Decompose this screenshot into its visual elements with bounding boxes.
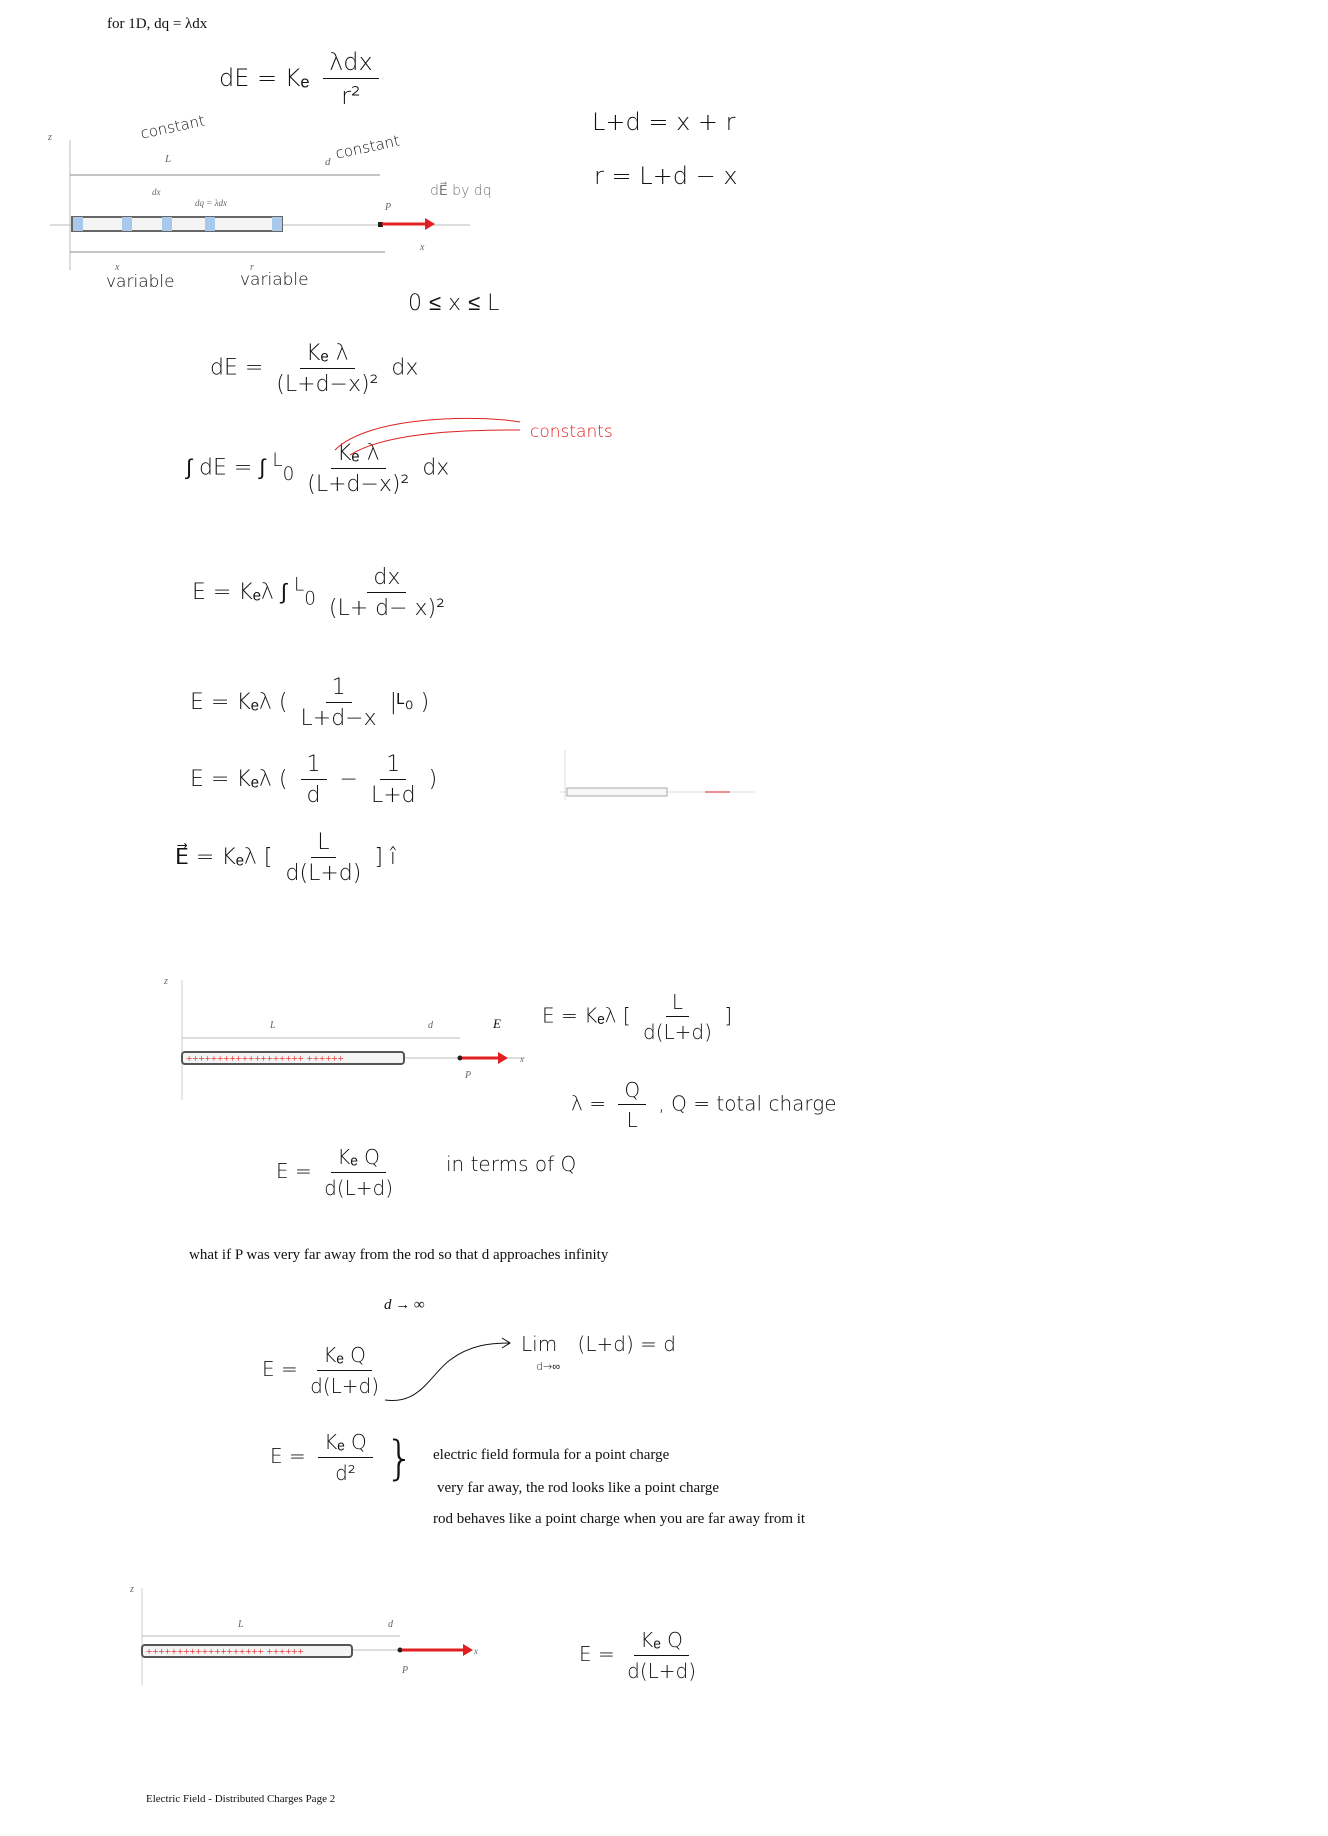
- eq-denominator: L+d−x: [300, 706, 377, 731]
- equation-de-basic: [219, 48, 385, 110]
- eq-denominator: L+d: [370, 783, 416, 808]
- eq-close: ]: [374, 845, 383, 870]
- intro-line: for 1D, dq = λdx: [107, 16, 208, 32]
- eq-numerator: Kₑ λ: [300, 340, 355, 369]
- equation-e-integral: [192, 565, 451, 621]
- eq-close: ]: [724, 1003, 733, 1028]
- eq-numerator: dx: [367, 565, 406, 593]
- constants-note: constants: [530, 422, 613, 442]
- eq-close: ): [428, 767, 438, 792]
- eq-numerator: L: [666, 990, 689, 1017]
- label-dx: dx: [152, 187, 161, 197]
- eq-denominator: d(L+d): [285, 861, 362, 886]
- upper-limit: L: [293, 574, 305, 596]
- lim-expr: (L+d) = d: [577, 1332, 676, 1356]
- limit-expression: [521, 1332, 676, 1356]
- eq-denominator: (L+d−x)²: [276, 372, 379, 397]
- rod-charges: +++++++++++++++++++ ++++++: [146, 1646, 304, 1658]
- eq-numerator: Kₑ Q: [331, 1145, 386, 1173]
- label-L: L: [270, 1020, 276, 1031]
- note-x-variable: variable: [106, 272, 175, 292]
- eq-close: ): [420, 690, 430, 715]
- note-3: rod behaves like a point charge when you are far away from it: [433, 1511, 806, 1527]
- eval-limits: |ᴸ₀: [389, 690, 414, 715]
- label-p: P: [385, 202, 392, 213]
- eq-numerator: Q: [618, 1078, 646, 1105]
- eq-lhs: E = Kₑλ [: [542, 1003, 631, 1028]
- equation-e-q-2: [262, 1343, 385, 1398]
- equation-point-charge: [270, 1430, 414, 1485]
- limit-label: d → ∞: [384, 1297, 425, 1313]
- eq-tail: dx: [391, 355, 419, 381]
- eq-denominator: (L+ d− x)²: [328, 596, 445, 621]
- eq-numerator: Kₑ Q: [634, 1628, 689, 1656]
- unit-vector-i: î: [389, 845, 397, 870]
- eq-lhs: λ =: [571, 1091, 606, 1116]
- eq-denominator: d(L+d): [627, 1659, 697, 1683]
- eq-lhs: dE = Kₑ: [219, 64, 310, 92]
- small-rod-diagram: [555, 740, 775, 820]
- eq-lhs: E =: [262, 1357, 298, 1381]
- eq-numerator: 1: [380, 752, 406, 780]
- total-charge-note: , Q = total charge: [658, 1091, 837, 1116]
- question-text: what if P was very far away from the rod so that d approaches infinity: [189, 1247, 609, 1263]
- label-E: E: [493, 1016, 501, 1031]
- z-label: z: [164, 976, 168, 987]
- eq-lhs: E = Kₑλ ∫: [192, 580, 287, 605]
- eq-lhs: E =: [270, 1444, 306, 1468]
- minus: −: [339, 767, 358, 792]
- note-2: very far away, the rod looks like a point charge: [437, 1480, 719, 1496]
- eq-denominator: d(L+d): [643, 1020, 712, 1044]
- equation-e-vector: [175, 830, 396, 886]
- eq-denominator: d: [306, 783, 321, 808]
- equation-e-lambda: [542, 990, 732, 1044]
- note-d-constant: constant: [333, 131, 402, 163]
- lower-limit: 0: [282, 463, 295, 485]
- eq-denominator: d(L+d): [310, 1374, 380, 1398]
- rod-diagram-3: [130, 1580, 490, 1700]
- label-dq: dq = λdx: [195, 198, 227, 208]
- upper-limit: L: [272, 450, 283, 472]
- eq-numerator: λdx: [323, 48, 379, 79]
- label-L: L: [238, 1619, 244, 1630]
- equation-de-substituted: [210, 340, 418, 397]
- eq-lhs: E = Kₑλ (: [190, 690, 288, 715]
- note-dE: dE⃗ by dq: [430, 183, 492, 199]
- point-p: [458, 1056, 463, 1061]
- label-d: d: [325, 156, 331, 168]
- rod-charges: +++++++++++++++++++ ++++++: [186, 1053, 344, 1065]
- eq-lhs: E =: [579, 1642, 615, 1666]
- label-r: r: [250, 262, 254, 273]
- x-range: 0 ≤ x ≤ L: [408, 291, 500, 316]
- eq-denominator: r²: [341, 82, 361, 110]
- note-L-constant: constant: [138, 111, 207, 143]
- equation-e-q: [276, 1145, 399, 1200]
- eq-numerator: L: [311, 830, 335, 858]
- brace: }: [385, 1430, 415, 1485]
- note-1: electric field formula for a point charge: [433, 1447, 670, 1463]
- eq-denominator: d(L+d): [324, 1176, 394, 1200]
- equation-final: [579, 1628, 702, 1683]
- eq-numerator: Kₑ Q: [317, 1343, 372, 1371]
- eq-numerator: 1: [301, 752, 327, 780]
- eq-lhs: E⃗ = Kₑλ [: [175, 845, 273, 870]
- x-axis-label: x: [420, 242, 425, 253]
- x-axis-label: x: [520, 1054, 524, 1064]
- eq-denominator: (L+d−x)²: [307, 472, 410, 497]
- equation-e-evaluated: [190, 752, 437, 808]
- label-p: P: [402, 1665, 409, 1676]
- z-label: z: [130, 1584, 134, 1595]
- eq-lhs: dE =: [210, 355, 264, 381]
- note-r-variable: variable: [240, 270, 309, 290]
- rod-diagram-2: [160, 970, 540, 1105]
- eq-numerator: Kₑ Q: [318, 1430, 373, 1458]
- label-p: P: [465, 1070, 472, 1081]
- eq-numerator: Kₑ λ: [331, 440, 386, 469]
- label-d: d: [388, 1619, 393, 1630]
- equation-lambda: [571, 1078, 837, 1132]
- eq-lhs: ∫ dE = ∫: [186, 455, 266, 481]
- eq-lhs: E = Kₑλ (: [190, 767, 288, 792]
- lower-limit: 0: [304, 588, 316, 610]
- equation-e-antiderivative: [190, 675, 429, 731]
- lim-word: Lim: [521, 1332, 558, 1356]
- in-terms-of-q-note: in terms of Q: [446, 1152, 577, 1176]
- limit-arrow: [380, 1335, 520, 1405]
- z-label: z: [48, 132, 52, 143]
- charged-rod: [72, 217, 282, 231]
- lim-subscript: d→∞: [536, 1360, 561, 1373]
- eq-numerator: 1: [326, 675, 352, 703]
- eq-denominator: d²: [335, 1461, 356, 1485]
- constants-arrow: [330, 410, 530, 460]
- eq-lhs: E =: [276, 1159, 312, 1183]
- eq-tail: dx: [422, 455, 450, 481]
- relation-2: r = L+d − x: [594, 162, 738, 190]
- label-L: L: [165, 153, 172, 165]
- page-footer: Electric Field - Distributed Charges Page 2: [146, 1793, 336, 1805]
- x-axis-label: x: [474, 1646, 478, 1656]
- label-d: d: [428, 1020, 433, 1031]
- point-p: [398, 1648, 403, 1653]
- label-x: x: [115, 262, 120, 273]
- eq-denominator: L: [626, 1108, 638, 1132]
- relation-1: L+d = x + r: [592, 108, 736, 136]
